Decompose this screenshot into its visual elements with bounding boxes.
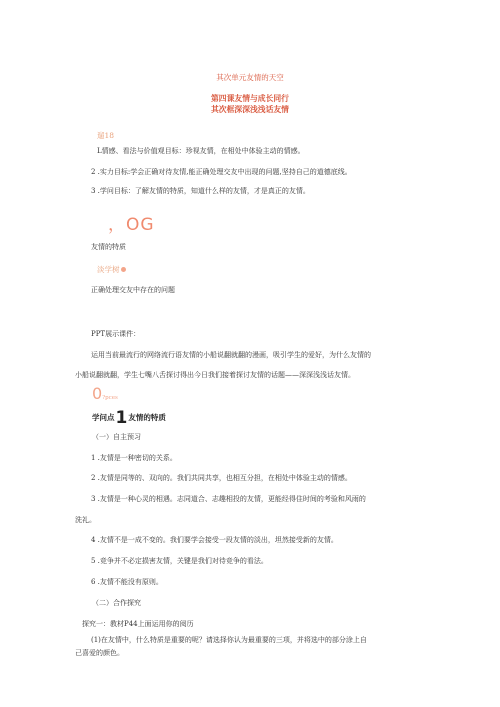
goal-item-1: L情感、看法与价值观目标：珍视友情，在相处中体验主动的情感。: [97, 147, 305, 155]
goal-item-2: 2 .实力目标:学会正确对待友情,能正确处理交友中出现的问题,坚持自己的道德底线。: [91, 168, 352, 176]
point1-prefix: 学问点: [92, 413, 115, 422]
self-study-item-2: 2 .友情是同等的、双向的。我们共同共享，也相互分担，在相处中体验主动的情感。: [91, 474, 352, 482]
question-1-line-1: (1)在友情中，什么特质是重要的呢？请选择你认为最重要的三项，并将选中的部分涂上自: [91, 636, 367, 644]
section-title: 其次框深深浅浅话友情: [211, 105, 289, 114]
intro-line-2: 小船说翻就翻，学生七嘴八舌探讨得出今日我们接着探讨友情的话题——深深浅浅话友情。: [75, 371, 355, 379]
point1-heading: [92, 408, 166, 428]
self-study-label: （一）自主预习: [92, 433, 141, 441]
difficult-points-text: 正确处理交友中存在的问题: [91, 286, 175, 294]
point1-number: 1: [115, 408, 128, 428]
difficult-points-label-text: 淡学树: [97, 265, 120, 274]
section-mark-small: ?pces: [102, 395, 118, 401]
point1-title: 友情的特质: [128, 413, 166, 422]
lesson-title: 第四课友情与成长同行: [211, 94, 289, 103]
goals-label: 遛18: [97, 131, 115, 140]
self-study-item-3-cont: 洗礼。: [75, 516, 96, 524]
cooperate-label: （二）合作探究: [92, 599, 141, 607]
self-study-item-6: 6 .友情不能没有原则。: [91, 578, 163, 586]
explore-1: 探究一：教材P44上面运用你的阅历: [82, 620, 194, 628]
intro-line-1: 运用当前最流行的网络流行语友情的小船说翻就翻的漫画，吸引学生的爱好，为什么友情的: [91, 351, 371, 359]
unit-title: 其次单元友情的天空: [216, 73, 284, 82]
key-points-mark: ，OG: [108, 215, 155, 235]
section-mark: [92, 384, 118, 403]
section-mark-big: 0: [92, 384, 103, 403]
circle-bullet-icon: [121, 267, 126, 272]
self-study-item-5: 5 .竞争并不必定损害友情，关键是我们对待竞争的看法。: [91, 557, 268, 565]
goal-item-3: 3 .学问目标：了解友情的特质，知道什么样的友情，才是真正的友情。: [91, 187, 310, 195]
self-study-item-4: 4 .友情不是一成不变的。我们要学会接受一段友情的淡出，坦然接受新的友情。: [91, 536, 338, 544]
self-study-item-1: 1 .友情是一种密切的关系。: [91, 454, 177, 462]
question-1-line-2: 己喜爱的颜色。: [75, 649, 124, 657]
difficult-points-label: [97, 264, 126, 275]
self-study-item-3: 3 .友情是一种心灵的相遇。志同道合、志趣相投的友情，更能经得住时间的考验和风雨的: [91, 495, 366, 503]
ppt-label: PPT展示课件：: [91, 330, 141, 338]
key-points-text: 友情的特质: [91, 243, 126, 251]
